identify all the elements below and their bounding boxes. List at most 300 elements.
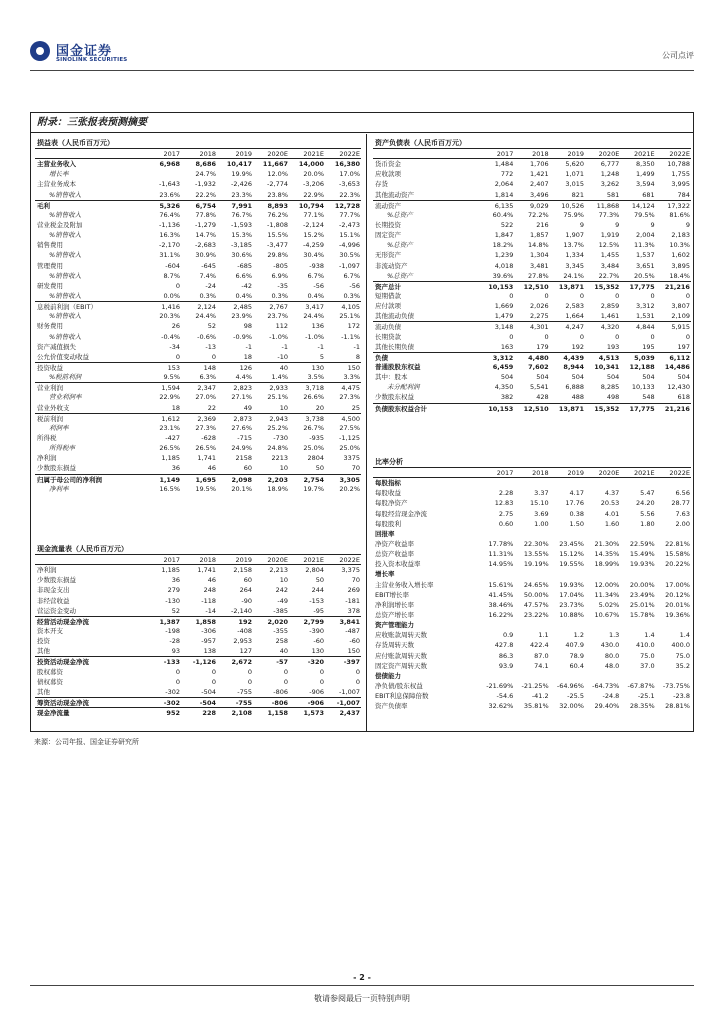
table-cell: 23.9% xyxy=(231,312,252,321)
row-label: %销售收入 xyxy=(49,332,82,341)
table-cell: 32.62% xyxy=(488,702,514,711)
table-cell: 2.28 xyxy=(498,489,514,498)
table-cell: 22.9% xyxy=(159,393,180,402)
table-cell xyxy=(514,529,549,539)
table-cell: 430.0 xyxy=(600,641,620,650)
table-cell: 27.3% xyxy=(195,423,216,432)
ratio-analysis-panel xyxy=(373,457,691,711)
table-cell xyxy=(479,569,514,579)
table-cell: 3,417 xyxy=(305,303,324,312)
table-cell: 20.01% xyxy=(665,600,690,609)
table-row xyxy=(35,484,361,494)
table-cell: 52 xyxy=(171,606,180,615)
row-label: 投入资本收益率 xyxy=(375,560,421,569)
table-cell: -1 xyxy=(353,342,360,351)
table-cell: 76.2% xyxy=(267,210,288,219)
table-cell: -56 xyxy=(313,281,324,290)
table-cell: 15.10 xyxy=(530,499,549,508)
row-label: 货币资金 xyxy=(375,160,401,169)
table-cell: 192 xyxy=(571,342,584,351)
row-label: EBIT利息保障倍数 xyxy=(375,692,429,701)
table-cell: 4,475 xyxy=(341,384,360,393)
table-cell: 17.04% xyxy=(559,590,584,599)
table-cell: 498 xyxy=(606,393,620,402)
row-label: 筹资活动现金净流 xyxy=(37,698,89,707)
table-cell: 422.4 xyxy=(530,641,549,650)
table-row xyxy=(373,620,691,630)
table-cell: 428 xyxy=(536,393,549,402)
table-cell: -10 xyxy=(277,352,288,361)
table-cell: 12.83 xyxy=(494,499,514,508)
table-cell: 681 xyxy=(642,190,655,199)
table-cell: 0.9 xyxy=(502,631,514,640)
row-label: 每股指标 xyxy=(375,479,401,488)
table-cell: 12,430 xyxy=(667,383,690,392)
table-row xyxy=(35,179,361,189)
ratio-rows xyxy=(373,478,691,711)
row-label: 固定资产周转天数 xyxy=(375,661,427,670)
table-cell: 2,183 xyxy=(671,231,690,240)
table-cell: 24.65% xyxy=(523,580,549,589)
table-cell xyxy=(585,478,620,488)
table-cell: -3,206 xyxy=(303,180,324,189)
table-cell: 3,148 xyxy=(494,323,514,332)
table-cell: 23.8% xyxy=(267,190,288,199)
table-cell: 1,455 xyxy=(600,251,620,260)
table-row xyxy=(373,610,691,620)
table-row xyxy=(35,667,361,677)
table-cell: 1.60 xyxy=(604,519,620,528)
table-row xyxy=(373,640,691,650)
table-cell: 504 xyxy=(536,373,549,382)
table-cell: 1,612 xyxy=(161,414,180,423)
table-cell: 25.2% xyxy=(267,423,288,432)
table-cell: -302 xyxy=(165,687,180,696)
table-cell: 130 xyxy=(311,647,324,656)
table-cell: 2804 xyxy=(307,454,324,463)
table-cell: 2,108 xyxy=(231,709,252,718)
row-label: 归属于母公司的净利润 xyxy=(37,475,102,484)
table-cell: 75.9% xyxy=(563,210,584,219)
table-cell: 197 xyxy=(677,342,690,351)
table-cell: -938 xyxy=(309,261,324,270)
table-cell: 6.3% xyxy=(199,373,216,382)
table-cell xyxy=(656,620,691,630)
table-cell: 1.2 xyxy=(573,631,584,640)
table-cell: -1,007 xyxy=(339,687,360,696)
table-cell: 1.80 xyxy=(640,519,655,528)
table-cell: 4,350 xyxy=(494,383,514,392)
table-cell: 172 xyxy=(347,322,360,331)
table-row xyxy=(373,372,691,382)
table-cell: 15.1% xyxy=(339,231,360,240)
table-cell: -645 xyxy=(201,261,216,270)
table-cell: -23.8 xyxy=(673,692,690,701)
table-cell: -3,477 xyxy=(267,241,288,250)
balance-rows xyxy=(373,159,691,413)
table-cell: -34 xyxy=(169,342,180,351)
table-cell: 193 xyxy=(606,342,620,351)
row-label: 总资产增长率 xyxy=(375,610,414,619)
table-cell: 75.0 xyxy=(640,651,655,660)
table-cell: 8 xyxy=(355,352,360,361)
table-cell: 2,004 xyxy=(636,231,655,240)
table-cell: 4,439 xyxy=(563,353,584,362)
table-cell: 0 xyxy=(544,332,549,341)
row-label: 非现金支出 xyxy=(37,586,70,595)
table-cell: 46 xyxy=(207,576,216,585)
table-row xyxy=(35,210,361,220)
row-label: 少数股东损益 xyxy=(37,464,76,473)
table-row xyxy=(35,332,361,342)
table-cell: -0.9% xyxy=(233,332,252,341)
table-row xyxy=(35,443,361,453)
table-cell: 5.47 xyxy=(640,489,655,498)
table-cell xyxy=(514,671,549,681)
table-cell xyxy=(514,478,549,488)
table-cell: 1.3 xyxy=(608,631,620,640)
table-cell: 11.31% xyxy=(488,550,514,559)
table-cell: 2213 xyxy=(271,454,288,463)
table-row xyxy=(373,651,691,661)
table-cell: 16,380 xyxy=(334,160,360,169)
table-cell: 1,537 xyxy=(636,251,655,260)
table-cell: -1,126 xyxy=(192,658,216,667)
table-row xyxy=(373,549,691,559)
table-cell: 81.6% xyxy=(669,210,690,219)
table-cell: 26.6% xyxy=(303,393,324,402)
table-cell xyxy=(550,671,585,681)
table-cell: -1,097 xyxy=(339,261,360,270)
table-cell: -54.6 xyxy=(496,692,514,701)
row-label: 非流动资产 xyxy=(375,261,408,270)
table-cell: 7.4% xyxy=(199,271,216,280)
table-cell: 60.4 xyxy=(569,661,584,670)
table-cell: 24.1% xyxy=(563,271,584,280)
table-cell: 76.7% xyxy=(231,210,252,219)
table-cell: -14 xyxy=(205,606,216,615)
table-cell: 410.0 xyxy=(636,641,655,650)
source-note: 来源：公司年报、国金证券研究所 xyxy=(34,738,139,746)
table-cell: -2,140 xyxy=(231,606,252,615)
table-cell: 258 xyxy=(275,637,288,646)
table-cell: 16.5% xyxy=(159,484,180,493)
cashflow-statement-title: 现金流量表（人民币百万元） xyxy=(35,544,361,555)
table-cell: 148 xyxy=(203,363,216,372)
row-label: 投资 xyxy=(37,637,50,646)
table-row xyxy=(35,413,361,423)
table-row xyxy=(35,382,361,392)
table-cell: -60 xyxy=(349,637,360,646)
table-cell: 4,513 xyxy=(598,353,620,362)
table-cell xyxy=(550,569,585,579)
table-cell: 0 xyxy=(247,667,252,676)
table-row xyxy=(373,600,691,610)
table-cell: 6,777 xyxy=(600,160,620,169)
row-label: %销售收入 xyxy=(49,312,82,321)
table-row xyxy=(35,261,361,271)
table-cell: 1,741 xyxy=(197,454,216,463)
balance-sheet-panel xyxy=(373,138,691,413)
table-cell: 20 xyxy=(315,403,324,412)
table-cell: 2,275 xyxy=(530,312,549,321)
table-cell: 22.2% xyxy=(195,190,216,199)
table-row xyxy=(373,332,691,342)
table-cell: 30.5% xyxy=(339,251,360,260)
table-cell: 72.2% xyxy=(528,210,549,219)
table-cell: 17.76 xyxy=(565,499,584,508)
table-row xyxy=(35,403,361,413)
table-cell: 0.4% xyxy=(307,291,324,300)
table-cell: 0 xyxy=(175,677,180,686)
table-cell: 18.2% xyxy=(492,241,514,250)
table-cell: 1,185 xyxy=(161,454,180,463)
table-cell: 3,995 xyxy=(671,180,690,189)
table-cell: -302 xyxy=(163,698,180,707)
table-cell: 3,895 xyxy=(671,261,690,270)
table-cell: 10 xyxy=(279,464,288,473)
table-cell: 70 xyxy=(351,464,360,473)
table-cell: 21,216 xyxy=(664,282,690,291)
table-cell: 2,213 xyxy=(269,566,288,575)
table-cell: -1 xyxy=(281,342,288,351)
table-cell: 4,301 xyxy=(530,323,549,332)
row-label: 每股收益 xyxy=(375,489,401,498)
table-cell: 3,262 xyxy=(600,180,620,189)
table-cell: 7,602 xyxy=(528,362,549,371)
table-cell: 24.9% xyxy=(231,444,252,453)
table-cell: -1,593 xyxy=(231,220,252,229)
table-cell: -306 xyxy=(201,626,216,635)
table-cell: 36 xyxy=(171,576,180,585)
table-row xyxy=(35,321,361,331)
table-cell: -604 xyxy=(165,261,180,270)
table-cell: 378 xyxy=(347,606,360,615)
table-cell xyxy=(550,529,585,539)
row-label: 增长率 xyxy=(375,570,395,579)
table-cell: -320 xyxy=(307,658,324,667)
table-cell: -95 xyxy=(313,606,324,615)
logo-chinese-name: 国金证券 xyxy=(56,44,113,59)
appendix-frame xyxy=(30,112,694,732)
table-cell: 17,775 xyxy=(629,282,655,291)
table-cell: 1,695 xyxy=(195,475,216,484)
table-cell: -181 xyxy=(345,596,360,605)
table-cell: 0 xyxy=(579,332,584,341)
table-cell: 228 xyxy=(202,709,216,718)
table-row xyxy=(35,656,361,666)
table-row xyxy=(373,281,691,291)
table-cell: 22.59% xyxy=(629,539,655,548)
table-cell: -755 xyxy=(235,698,252,707)
table-cell xyxy=(479,478,514,488)
table-cell: 23.7% xyxy=(267,312,288,321)
table-cell: 179 xyxy=(536,342,549,351)
row-label: 所得税 xyxy=(37,433,57,442)
table-cell: 1,421 xyxy=(530,170,549,179)
table-cell: 1,334 xyxy=(565,251,584,260)
row-label: 管理费用 xyxy=(37,261,63,270)
table-cell: 504 xyxy=(677,373,690,382)
table-cell: 9 xyxy=(650,220,655,229)
table-cell: 127 xyxy=(239,647,252,656)
row-label: 资产总计 xyxy=(375,282,401,291)
table-cell: 77.8% xyxy=(195,210,216,219)
row-label: 资产管理能力 xyxy=(375,621,414,630)
table-row xyxy=(373,271,691,281)
table-cell: 522 xyxy=(500,220,514,229)
row-label: 现金净流量 xyxy=(37,709,70,718)
company-logo xyxy=(30,38,150,70)
table-cell: 2,823 xyxy=(233,384,252,393)
table-cell: 60 xyxy=(243,464,252,473)
table-cell: 6.7% xyxy=(343,271,360,280)
table-cell: 3,481 xyxy=(530,261,549,270)
table-row xyxy=(35,362,361,372)
table-cell: 1,907 xyxy=(565,231,584,240)
table-cell: 79.5% xyxy=(633,210,655,219)
row-label: 普通股股东权益 xyxy=(375,362,421,371)
table-cell: 618 xyxy=(677,393,690,402)
table-cell: 22.3% xyxy=(339,190,360,199)
table-row xyxy=(35,423,361,433)
table-cell: 15,352 xyxy=(594,282,620,291)
table-cell: -755 xyxy=(237,687,252,696)
table-row xyxy=(373,210,691,220)
table-cell: 17,322 xyxy=(667,201,690,210)
appendix-title: 附录：三张报表预测摘要 xyxy=(31,113,693,133)
table-cell: -35 xyxy=(277,281,288,290)
table-cell: 407.9 xyxy=(565,641,584,650)
table-cell: 952 xyxy=(166,709,180,718)
table-row xyxy=(373,590,691,600)
table-cell: 11,868 xyxy=(596,201,620,210)
table-row xyxy=(35,697,361,707)
table-cell: 3,305 xyxy=(339,475,360,484)
table-cell: -1,279 xyxy=(195,220,216,229)
row-label: %销售收入 xyxy=(49,210,82,219)
table-cell: 8,285 xyxy=(600,383,620,392)
table-cell xyxy=(656,671,691,681)
balance-sheet-title: 资产负债表（人民币百万元） xyxy=(373,138,691,149)
table-cell: 22 xyxy=(207,403,216,412)
table-cell: 3375 xyxy=(343,454,360,463)
row-label: 销售费用 xyxy=(37,241,63,250)
table-cell: -2,774 xyxy=(267,180,288,189)
table-cell: 0 xyxy=(175,281,180,290)
table-cell: 8,350 xyxy=(636,160,655,169)
table-cell: 504 xyxy=(606,373,620,382)
table-cell: 4,480 xyxy=(528,353,549,362)
table-cell: 18.99% xyxy=(594,560,620,569)
table-cell: 25.1% xyxy=(339,312,360,321)
row-label: 其中：股本 xyxy=(375,373,408,382)
table-cell: 2,109 xyxy=(671,312,690,321)
table-cell: 1,814 xyxy=(494,190,514,199)
table-cell: 1,185 xyxy=(161,566,180,575)
table-row xyxy=(373,240,691,250)
table-cell: -67.87% xyxy=(627,681,655,690)
row-label: 营业外收支 xyxy=(37,403,70,412)
ratio-analysis-title: 比率分析 xyxy=(373,457,691,468)
table-cell: 269 xyxy=(347,586,360,595)
table-cell: -2,473 xyxy=(339,220,360,229)
table-cell: -133 xyxy=(163,658,180,667)
table-cell: -1 xyxy=(317,342,324,351)
table-cell: 3,375 xyxy=(341,566,360,575)
table-row xyxy=(373,179,691,189)
table-cell: 3.3% xyxy=(343,373,360,382)
table-cell: -2,170 xyxy=(159,241,180,250)
table-cell: 1,071 xyxy=(565,170,584,179)
table-cell: 1,919 xyxy=(600,231,620,240)
table-cell: -13 xyxy=(205,342,216,351)
table-row xyxy=(373,539,691,549)
table-cell: 0 xyxy=(355,677,360,686)
table-cell: -60 xyxy=(313,637,324,646)
table-cell: 0 xyxy=(650,291,655,300)
income-statement-title: 损益表（人民币百万元） xyxy=(35,138,361,149)
table-row xyxy=(373,403,691,413)
table-cell: -957 xyxy=(201,637,216,646)
table-cell: -198 xyxy=(165,626,180,635)
table-cell: 1,158 xyxy=(267,709,288,718)
table-cell: 15.61% xyxy=(488,580,514,589)
row-label: 增长率 xyxy=(49,170,69,179)
row-label: 净利润增长率 xyxy=(375,600,414,609)
table-row xyxy=(35,301,361,311)
table-cell: 0 xyxy=(615,332,620,341)
table-cell: 0.0% xyxy=(163,291,180,300)
table-cell: 10.88% xyxy=(559,610,584,619)
table-cell: 1.4% xyxy=(271,373,288,382)
table-cell: 6,754 xyxy=(195,201,216,210)
table-cell: 2,933 xyxy=(269,384,288,393)
table-row xyxy=(35,250,361,260)
table-cell: 60.4% xyxy=(492,210,514,219)
table-cell: 93.9 xyxy=(498,661,514,670)
table-cell: 0 xyxy=(175,352,180,361)
table-row xyxy=(35,626,361,636)
table-cell: 19.55% xyxy=(559,560,584,569)
table-cell: 15.5% xyxy=(267,231,288,240)
income-year-header: 2017 2018 2019 2020E 2021E 2022E xyxy=(35,149,361,159)
row-label: 营业利润率 xyxy=(49,393,82,402)
table-row xyxy=(35,281,361,291)
table-cell: 19.9% xyxy=(231,170,252,179)
table-cell: 0 xyxy=(509,332,514,341)
row-label: 净资产收益率 xyxy=(375,539,414,548)
table-cell: 1,602 xyxy=(671,251,690,260)
table-cell: 242 xyxy=(275,586,288,595)
table-cell: 3,345 xyxy=(565,261,584,270)
table-cell: 1,239 xyxy=(494,251,514,260)
row-label: 其他流动负债 xyxy=(375,312,414,321)
table-cell: -1.1% xyxy=(341,332,360,341)
row-label: 负债股东权益合计 xyxy=(375,404,427,413)
table-cell: 5.56 xyxy=(640,509,655,518)
table-row xyxy=(35,596,361,606)
table-cell: 6.56 xyxy=(675,489,690,498)
table-cell: -21.69% xyxy=(486,681,514,690)
table-cell: 0 xyxy=(650,332,655,341)
table-cell: 17.0% xyxy=(339,170,360,179)
table-cell: 49 xyxy=(243,403,252,412)
row-label: 其他长期负债 xyxy=(375,342,414,351)
row-label: 其他 xyxy=(37,647,50,656)
table-cell: 28.77 xyxy=(671,499,690,508)
table-cell: 20.2% xyxy=(339,484,360,493)
